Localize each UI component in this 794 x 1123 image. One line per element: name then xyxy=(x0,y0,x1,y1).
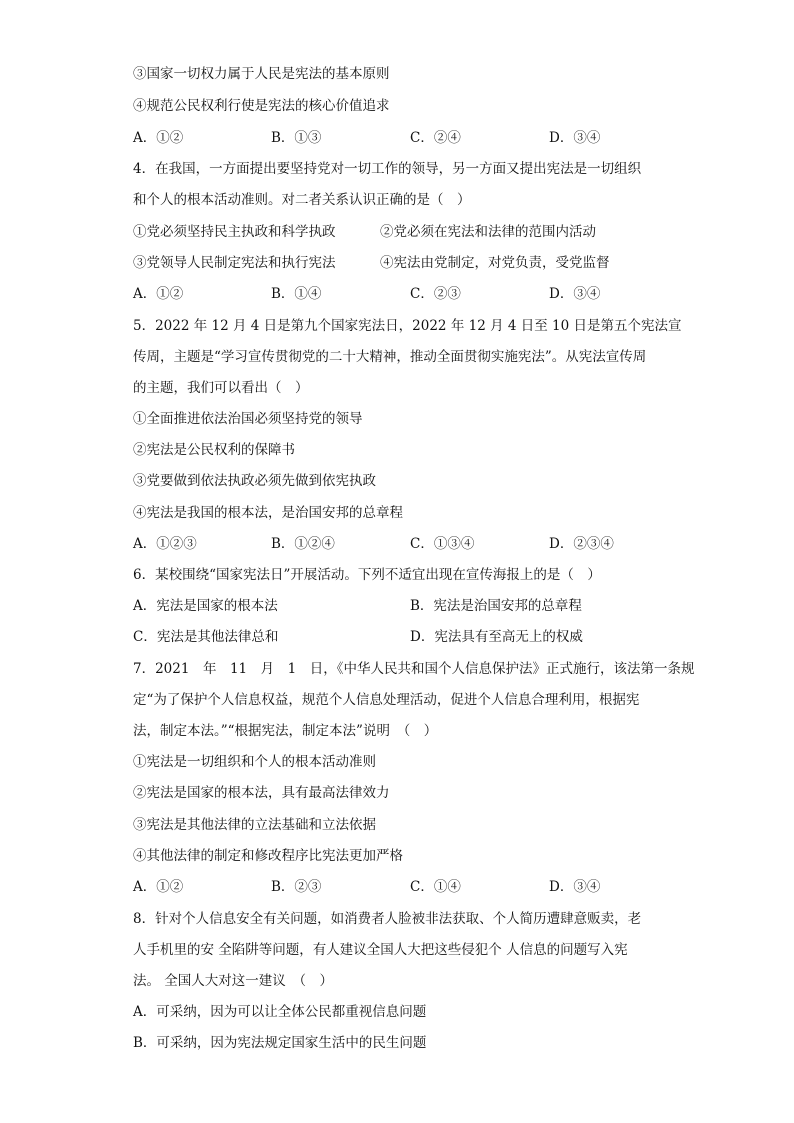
q8-stem-line-2: 人手机里的安 全陷阱等问题，有人建议全国人大把这些侵犯个 人信息的问题写入宪 xyxy=(133,942,628,958)
q7-option-b: B．②③ xyxy=(271,879,322,895)
q7-item-3: ③宪法是其他法律的立法基础和立法依据 xyxy=(133,817,376,833)
q7-item-1: ①宪法是一切组织和个人的根本活动准则 xyxy=(133,754,376,770)
q6-option-d: D．宪法具有至高无上的权威 xyxy=(410,629,583,645)
q5-stem-line-1: 5．2022 年 12 月 4 日是第九个国家宪法日，2022 年 12 月 4 日至 10 日是第五个宪法宣 xyxy=(133,318,682,334)
q3-option-a: A．①② xyxy=(133,130,184,146)
q7-item-2: ②宪法是国家的根本法，具有最高法律效力 xyxy=(133,785,390,801)
q6-stem: 6．某校围绕“国家宪法日”开展活动。下列不适宜出现在宣传海报上的是（ ） xyxy=(133,567,601,583)
q4-stem-line-2: 和个人的根本活动准则。对二者关系认识正确的是（ ） xyxy=(133,192,471,208)
q7-stem-line-1: 7．2021 年 11 月 1 日，《中华人民共和国个人信息保护法》正式施行，该法第一条规 xyxy=(133,661,695,677)
q7-stem-line-3: 法，制定本法。”“根据宪法，制定本法”说明 （ ） xyxy=(133,723,438,739)
q4-option-c: C．②③ xyxy=(410,286,461,302)
q4-option-b: B．①④ xyxy=(271,286,322,302)
q4-item-4: ④宪法由党制定，对党负责，受党监督 xyxy=(380,255,610,271)
q4-item-1: ①党必须坚持民主执政和科学执政 xyxy=(133,224,336,240)
q4-stem-line-1: 4．在我国，一方面提出要坚持党对一切工作的领导，另一方面又提出宪法是一切组织 xyxy=(133,161,642,177)
q4-item-3: ③党领导人民制定宪法和执行宪法 xyxy=(133,255,336,271)
q8-option-b: B．可采纳，因为宪法规定国家生活中的民生问题 xyxy=(133,1035,427,1051)
q7-stem-line-2: 定“为了保护个人信息权益，规范个人信息处理活动，促进个人信息合理利用，根据宪 xyxy=(133,692,640,708)
q5-option-b: B．①②④ xyxy=(271,536,335,552)
q3-option-d: D．③④ xyxy=(549,130,601,146)
q4-option-a: A．①② xyxy=(133,286,184,302)
q7-option-c: C．①④ xyxy=(410,879,461,895)
q5-stem-line-2: 传周，主题是“学习宣传贯彻党的二十大精神，推动全面贯彻实施宪法”。从宪法宣传周 xyxy=(133,349,647,365)
q8-stem-line-1: 8．针对个人信息安全有关问题，如消费者人脸被非法获取、个人简历遭肆意贩卖，老 xyxy=(133,911,642,927)
q3-item-3: ③国家一切权力属于人民是宪法的基本原则 xyxy=(133,66,390,82)
q7-item-4: ④其他法律的制定和修改程序比宪法更加严格 xyxy=(133,848,403,864)
q7-option-d: D．③④ xyxy=(549,879,601,895)
q5-item-2: ②宪法是公民权利的保障书 xyxy=(133,442,295,458)
q5-item-1: ①全面推进依法治国必须坚持党的领导 xyxy=(133,411,363,427)
q5-item-3: ③党要做到依法执政必须先做到依宪执政 xyxy=(133,473,376,489)
q4-option-d: D．③④ xyxy=(549,286,601,302)
q6-option-a: A．宪法是国家的根本法 xyxy=(133,598,278,614)
q5-stem-line-3: 的主题，我们可以看出（ ） xyxy=(133,380,309,396)
q5-option-d: D．②③④ xyxy=(549,536,614,552)
q5-option-a: A．①②③ xyxy=(133,536,197,552)
q4-item-2: ②党必须在宪法和法律的范围内活动 xyxy=(380,224,596,240)
q8-option-a: A．可采纳，因为可以让全体公民都重视信息问题 xyxy=(133,1004,427,1020)
q7-option-a: A．①② xyxy=(133,879,184,895)
q5-option-c: C．①③④ xyxy=(410,536,475,552)
q6-option-c: C．宪法是其他法律总和 xyxy=(133,629,279,645)
q3-item-4: ④规范公民权利行使是宪法的核心价值追求 xyxy=(133,98,390,114)
q3-option-c: C．②④ xyxy=(410,130,461,146)
q6-option-b: B．宪法是治国安邦的总章程 xyxy=(410,598,582,614)
q3-option-b: B．①③ xyxy=(271,130,322,146)
q5-item-4: ④宪法是我国的根本法，是治国安邦的总章程 xyxy=(133,505,403,521)
q8-stem-line-3: 法。 全国人大对这一建议 （ ） xyxy=(133,973,334,989)
